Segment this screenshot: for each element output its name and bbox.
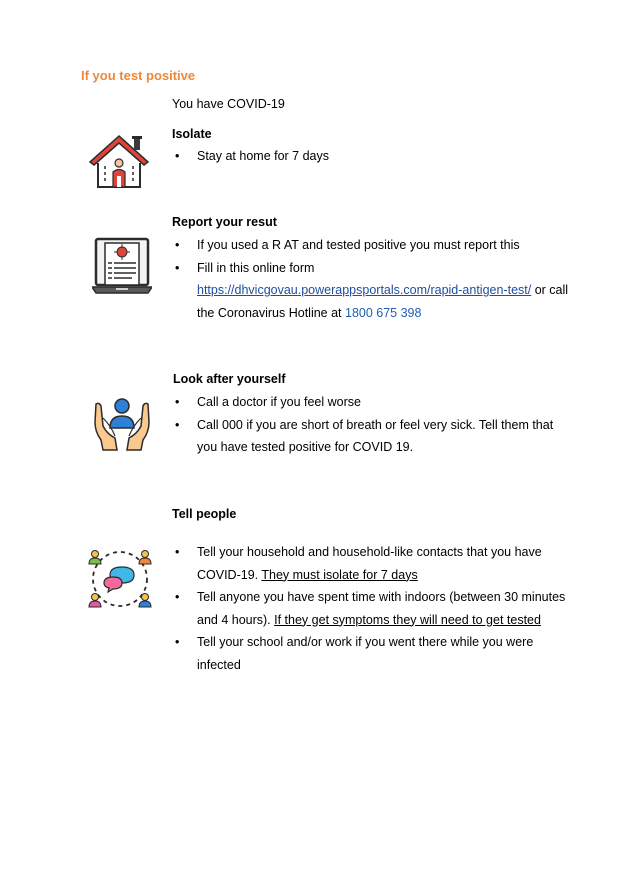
isolate-title: Isolate: [172, 127, 212, 141]
tell-anyone-text: Tell anyone you have spent time with indoors (between 30 minutes and 4 hours).: [197, 590, 566, 627]
list-item: [172, 257, 572, 325]
list-item: • Call a doctor if you feel worse: [172, 391, 572, 414]
list-item: [172, 541, 572, 586]
after-link-text: or call the Coronavirus Hotline at: [197, 283, 569, 320]
rat-report-link[interactable]: https://dhvicgovau.powerappsportals.com/rapid-antigen-test/: [197, 283, 532, 297]
hands-caring-person-icon: [93, 396, 151, 457]
form-label: Fill in this online form: [197, 260, 315, 275]
laptop-virus-report-icon: [92, 235, 152, 302]
tell-household-text: Tell your household and household-like contacts that you have COVID-19.: [197, 545, 542, 582]
people-chat-circle-icon: [86, 545, 154, 618]
tell-anyone-underline: If they get symptoms they will need to get tested: [274, 612, 541, 627]
list-item: • Call 000 if you are short of breath or feel very sick. Tell them that you have tested positive for COVID 19.: [172, 414, 572, 459]
tell-list: [172, 541, 572, 676]
report-title: Report your resut: [172, 215, 277, 229]
lookafter-title: Look after yourself: [173, 372, 286, 386]
list-item: • Tell your school and/or work if you went there while you were infected: [172, 631, 572, 676]
intro-text: You have COVID-19: [172, 97, 285, 111]
list-item: [172, 586, 572, 631]
list-item: • If you used a R AT and tested positive you must report this: [172, 234, 572, 257]
hotline-number[interactable]: 1800 675 398: [345, 305, 422, 320]
house-person-icon: [88, 132, 150, 195]
page-heading: If you test positive: [81, 68, 196, 83]
report-list: [172, 234, 572, 324]
lookafter-list: [172, 391, 572, 459]
tell-title: Tell people: [172, 507, 237, 521]
list-item: • Stay at home for 7 days: [172, 145, 572, 168]
tell-household-underline: They must isolate for 7 days: [261, 567, 418, 582]
isolate-list: [172, 145, 572, 168]
